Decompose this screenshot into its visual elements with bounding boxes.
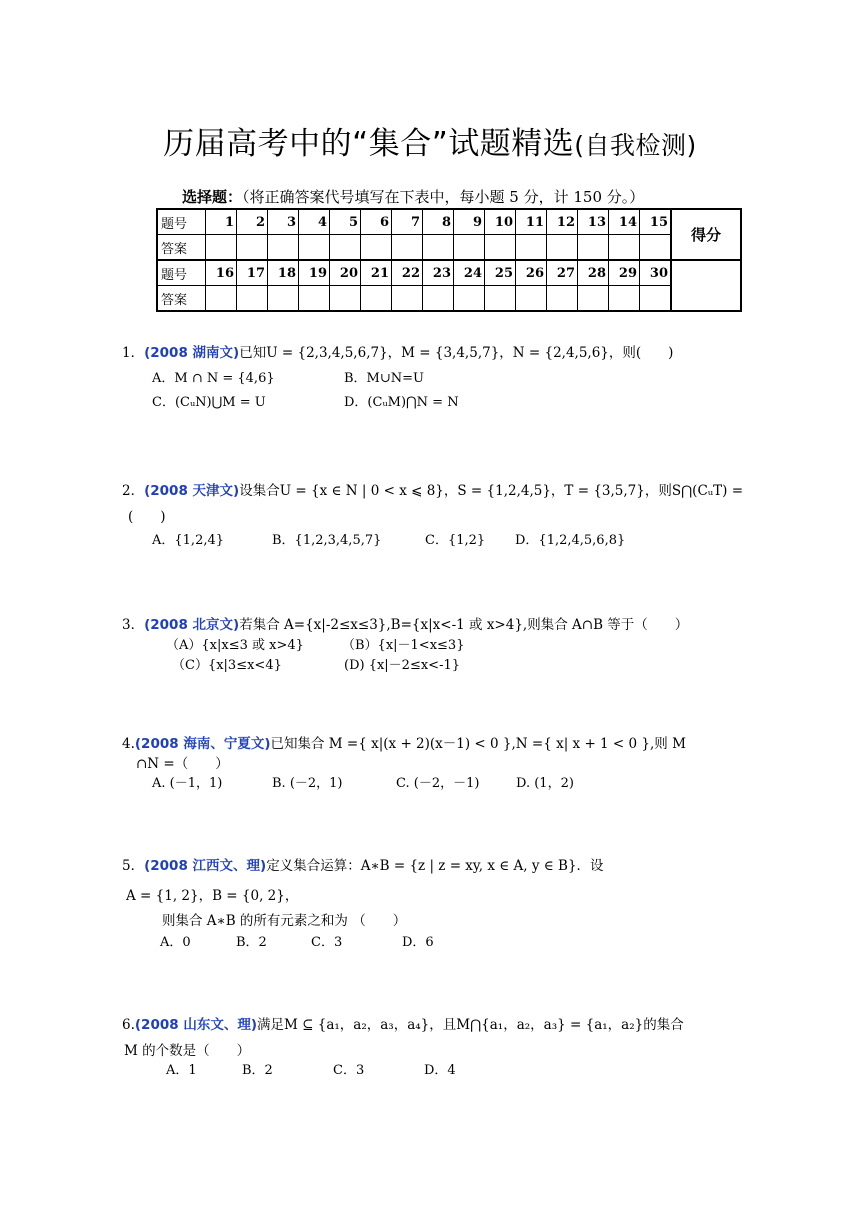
answer-cell[interactable] [547,286,578,312]
question-number-cell: 6 [361,209,392,235]
question-number-cell: 20 [330,260,361,286]
option-a: （A）{x|x≤3 或 x>4} [166,638,304,653]
option-c: C．3 [333,1063,365,1078]
option-d: D．(CᵤM)⋂N = N [344,395,459,410]
question-number-cell: 30 [640,260,672,286]
answer-cell[interactable] [454,235,485,261]
option-c: C．{1,2} [425,533,486,548]
option-a: A．M ∩ N = {4,6} [152,371,275,386]
question-stem-cont: ∩N =（ ） [136,756,229,772]
answer-cell[interactable] [578,235,609,261]
answer-cell[interactable] [330,286,361,312]
option-d: D．{1,2,4,5,6,8} [515,533,626,548]
option-d: (D) {x|－2≤x<-1} [344,658,461,673]
answer-cell[interactable] [423,286,454,312]
answer-cell[interactable] [361,286,392,312]
question-source: (2008 天津文) [144,483,240,499]
question-number-cell: 21 [361,260,392,286]
option-a: A．0 [160,935,191,950]
question-source: (2008 山东文、理) [134,1017,258,1033]
row-label: 题号 [157,260,206,286]
answer-cell[interactable] [392,235,423,261]
question-stem-cont: ( ) [128,509,166,525]
question-3: 3．(2008 北京文)若集合 A={x|-2≤x≤3},B={x|x<-1 或 x>4},则集合 A∩B 等于（ ） [122,617,689,633]
question-number-cell: 27 [547,260,578,286]
instructions-text: （将正确答案代号填写在下表中，每小题 5 分，计 150 分。） [242,188,645,206]
question-2: 2．(2008 天津文)设集合U = {x ∈ N | 0 < x ⩽ 8}，S = {1,2,4,5}，T = {3,5,7}，则S⋂(CᵤT) = [122,483,744,499]
option-c: C．3 [311,935,343,950]
question-number-cell: 1 [206,209,237,235]
question-number-cell: 13 [578,209,609,235]
answer-cell[interactable] [299,235,330,261]
question-number-cell: 19 [299,260,330,286]
answer-cell[interactable] [206,286,237,312]
answer-cell[interactable] [237,286,268,312]
question-number-cell: 7 [392,209,423,235]
answer-cell[interactable] [516,286,547,312]
option-b: B．2 [236,935,267,950]
option-d: D. (1，2) [516,776,574,791]
answer-cell[interactable] [454,286,485,312]
answer-cell[interactable] [392,286,423,312]
option-b: B．2 [242,1063,273,1078]
question-1: 1．(2008 湖南文)已知U = {2,3,4,5,6,7}，M = {3,4,5,7}，N = {2,4,5,6}，则( ) [122,345,674,361]
answer-cell[interactable] [268,286,299,312]
option-d: D．6 [402,935,434,950]
option-a: A．{1,2,4} [152,533,225,548]
answer-cell[interactable] [516,235,547,261]
answer-cell[interactable] [609,286,640,312]
question-number-cell: 17 [237,260,268,286]
option-b: B. (－2，1) [272,776,343,791]
question-stem-cont: M 的个数是（ ） [124,1043,251,1059]
question-stem: 设集合U = {x ∈ N | 0 < x ⩽ 8}，S = {1,2,4,5}，T = {3,5,7}，则S⋂(CᵤT) = [239,483,744,499]
answer-cell[interactable] [578,286,609,312]
score-cell[interactable] [671,260,741,311]
option-a: A. (－1，1) [152,776,223,791]
question-number-cell: 28 [578,260,609,286]
answer-cell[interactable] [206,235,237,261]
answer-table [156,208,742,312]
row-label: 题号 [157,209,206,235]
answer-cell[interactable] [640,286,672,312]
question-number-cell: 3 [268,209,299,235]
question-number-cell: 23 [423,260,454,286]
question-number-cell: 10 [485,209,516,235]
question-number-cell: 22 [392,260,423,286]
question-number-cell: 25 [485,260,516,286]
option-b: B．{1,2,3,4,5,7} [272,533,382,548]
option-a: A．1 [166,1063,197,1078]
question-number-cell: 29 [609,260,640,286]
answer-cell[interactable] [609,235,640,261]
question-6: 6.(2008 山东文、理)满足M ⊆ {a₁，a₂，a₃，a₄}，且M⋂{a₁，a₂，a₃} = {a₁，a₂}的集合 [122,1017,684,1033]
question-number-cell: 15 [640,209,672,235]
answer-cell[interactable] [299,286,330,312]
option-b: B．M∪N=U [344,371,424,386]
instructions [182,186,644,207]
question-number-cell: 26 [516,260,547,286]
answer-cell[interactable] [237,235,268,261]
option-b: （B）{x|－1<x≤3} [342,638,465,653]
question-number-cell: 8 [423,209,454,235]
question-number-cell: 14 [609,209,640,235]
option-d: D．4 [424,1063,456,1078]
page-title: 历届高考中的“集合”试题精选(自我检测) [163,126,697,162]
answer-cell[interactable] [485,235,516,261]
question-number-cell: 18 [268,260,299,286]
question-number-cell: 11 [516,209,547,235]
answer-cell[interactable] [485,286,516,312]
question-number-cell: 12 [547,209,578,235]
question-source: (2008 湖南文) [144,345,240,361]
question-number-cell: 5 [330,209,361,235]
question-number-cell: 24 [454,260,485,286]
answer-cell[interactable] [640,235,672,261]
answer-cell[interactable] [361,235,392,261]
answer-label: 答案 [157,235,206,261]
score-label: 得分 [671,209,741,260]
question-number-cell: 9 [454,209,485,235]
option-c: C. (－2，－1) [396,776,480,791]
option-c: C．(CᵤN)⋃M = U [152,395,266,410]
question-stem-cont: 则集合 A∗B 的所有元素之和为 （ ） [162,913,407,929]
question-stem-cont: A = {1, 2}，B = {0, 2}， [126,888,299,904]
option-c: （C）{x|3≤x<4} [172,658,282,673]
answer-cell[interactable] [330,235,361,261]
question-number-cell: 4 [299,209,330,235]
question-number-cell: 16 [206,260,237,286]
question-stem: 已知集合 M ={ x|(x + 2)(x－1) < 0 },N ={ x| x + 1 < 0 },则 M [270,736,686,752]
instructions-label: 选择题： [182,188,243,206]
question-source: (2008 海南、宁夏文) [134,736,271,752]
answer-cell[interactable] [268,235,299,261]
question-stem: 定义集合运算：A∗B = {z | z = xy, x ∈ A, y ∈ B}．设 [266,858,604,874]
question-stem: 若集合 A={x|-2≤x≤3},B={x|x<-1 或 x>4},则集合 A∩B 等于（ ） [239,617,689,633]
question-source: (2008 北京文) [144,617,240,633]
question-stem: 满足M ⊆ {a₁，a₂，a₃，a₄}，且M⋂{a₁，a₂，a₃} = {a₁，a₂}的集合 [257,1017,684,1033]
question-5: 5．(2008 江西文、理)定义集合运算：A∗B = {z | z = xy, x ∈ A, y ∈ B}．设 [122,858,604,874]
question-source: (2008 江西文、理) [144,858,267,874]
question-number-cell: 2 [237,209,268,235]
question-stem: 已知U = {2,3,4,5,6,7}，M = {3,4,5,7}，N = {2,4,5,6}，则( ) [239,345,674,361]
answer-cell[interactable] [547,235,578,261]
question-4: 4.(2008 海南、宁夏文)已知集合 M ={ x|(x + 2)(x－1) < 0 },N ={ x| x + 1 < 0 },则 M [122,736,686,752]
answer-cell[interactable] [423,235,454,261]
answer-label: 答案 [157,286,206,312]
